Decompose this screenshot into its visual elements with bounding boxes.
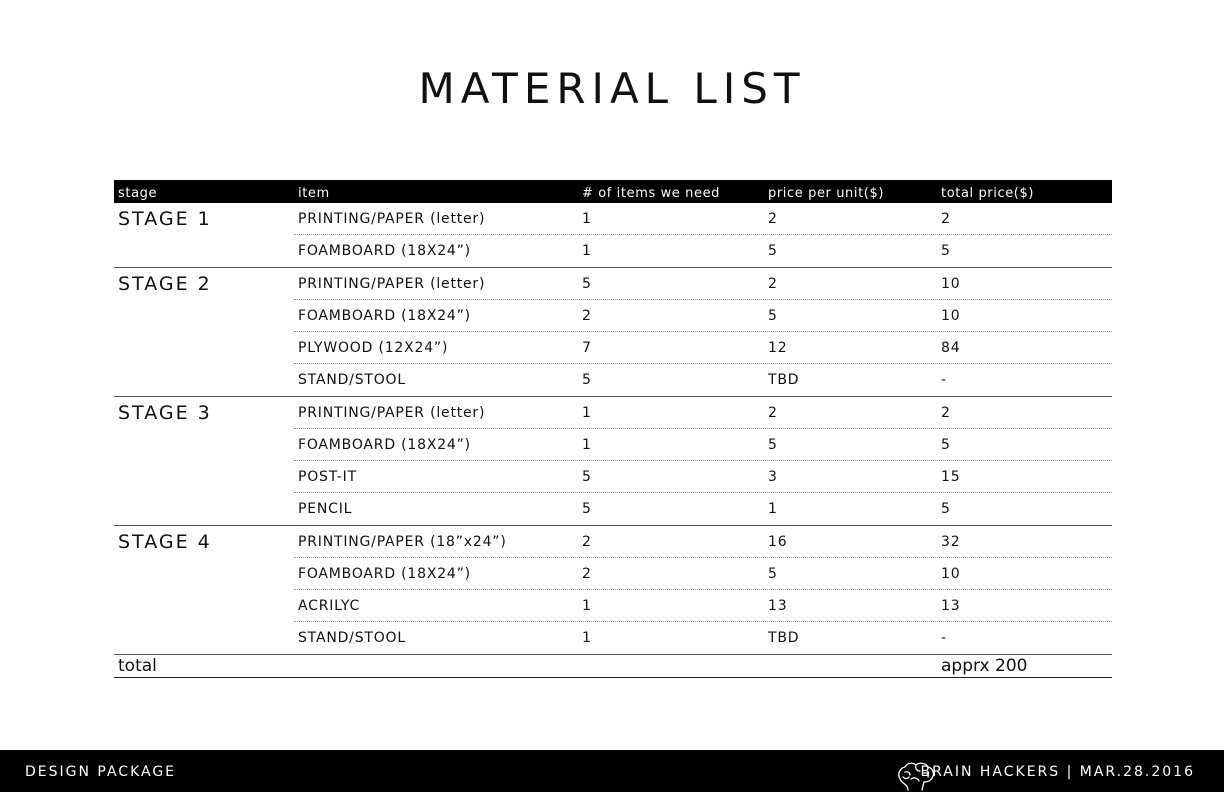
- total-row: [114, 655, 1112, 678]
- total-price-cell: 2: [941, 210, 951, 227]
- quantity-cell: 5: [582, 468, 592, 485]
- footer-left-text: DESIGN PACKAGE: [25, 764, 177, 780]
- stage-rows: [294, 268, 1112, 396]
- quantity-cell: 1: [582, 436, 592, 453]
- table-row: [294, 590, 1112, 622]
- total-price-cell: -: [941, 372, 947, 388]
- footer-right-text: BRAIN HACKERS | MAR.28.2016: [920, 764, 1195, 780]
- item-cell: PLYWOOD (12X24”): [298, 339, 449, 356]
- quantity-cell: 7: [582, 339, 592, 356]
- table-row: [294, 493, 1112, 525]
- unit-price-cell: 2: [768, 210, 778, 227]
- item-cell: POST-IT: [298, 468, 357, 485]
- stage-label: STAGE 1: [118, 208, 212, 230]
- unit-price-cell: 13: [768, 597, 788, 614]
- quantity-cell: 5: [582, 275, 592, 292]
- item-cell: ACRILYC: [298, 597, 361, 614]
- stage-label: STAGE 2: [118, 273, 212, 295]
- quantity-cell: 1: [582, 597, 592, 614]
- stage-group: [114, 203, 1112, 268]
- quantity-cell: 1: [582, 404, 592, 421]
- header-unit-price: price per unit($): [768, 186, 885, 201]
- unit-price-cell: TBD: [768, 372, 800, 388]
- total-price-cell: -: [941, 630, 947, 646]
- quantity-cell: 1: [582, 210, 592, 227]
- stage-rows: [294, 397, 1112, 525]
- unit-price-cell: 16: [768, 533, 788, 550]
- total-value: apprx 200: [941, 656, 1028, 676]
- unit-price-cell: 5: [768, 243, 778, 259]
- item-cell: PRINTING/PAPER (18”x24”): [298, 533, 507, 550]
- quantity-cell: 2: [582, 565, 592, 582]
- total-price-cell: 32: [941, 533, 961, 550]
- total-price-cell: 10: [941, 275, 961, 292]
- total-price-cell: 84: [941, 339, 961, 356]
- unit-price-cell: 3: [768, 468, 778, 485]
- item-cell: PENCIL: [298, 501, 353, 517]
- table-row: [294, 332, 1112, 364]
- header-stage: stage: [118, 186, 158, 201]
- table-row: [294, 558, 1112, 590]
- unit-price-cell: 2: [768, 404, 778, 421]
- table-row: [294, 461, 1112, 493]
- stage-group: [114, 268, 1112, 397]
- table-row: [294, 235, 1112, 267]
- quantity-cell: 1: [582, 243, 592, 259]
- table-row: [294, 300, 1112, 332]
- table-row: [294, 397, 1112, 429]
- table-row: [294, 622, 1112, 654]
- item-cell: FOAMBOARD (18X24”): [298, 436, 471, 453]
- total-price-cell: 10: [941, 565, 961, 582]
- quantity-cell: 2: [582, 307, 592, 324]
- total-label: total: [118, 656, 157, 676]
- stage-rows: [294, 526, 1112, 654]
- stage-group: [114, 526, 1112, 655]
- unit-price-cell: 5: [768, 436, 778, 453]
- unit-price-cell: 5: [768, 307, 778, 324]
- table-row: [294, 429, 1112, 461]
- material-table: [114, 180, 1112, 678]
- table-header: [114, 180, 1112, 203]
- quantity-cell: 2: [582, 533, 592, 550]
- item-cell: FOAMBOARD (18X24”): [298, 243, 471, 259]
- unit-price-cell: 2: [768, 275, 778, 292]
- item-cell: PRINTING/PAPER (letter): [298, 404, 486, 421]
- unit-price-cell: 1: [768, 501, 778, 517]
- header-item: item: [298, 186, 330, 201]
- total-price-cell: 5: [941, 436, 951, 453]
- total-price-cell: 13: [941, 597, 961, 614]
- table-row: [294, 364, 1112, 396]
- stage-label: STAGE 3: [118, 402, 212, 424]
- total-price-cell: 5: [941, 501, 951, 517]
- item-cell: STAND/STOOL: [298, 372, 406, 388]
- total-price-cell: 15: [941, 468, 961, 485]
- quantity-cell: 5: [582, 372, 592, 388]
- table-body: [114, 203, 1112, 655]
- footer-bar: [0, 750, 1224, 792]
- unit-price-cell: TBD: [768, 630, 800, 646]
- item-cell: PRINTING/PAPER (letter): [298, 210, 486, 227]
- total-price-cell: 5: [941, 243, 951, 259]
- header-quantity: # of items we need: [582, 186, 721, 201]
- item-cell: FOAMBOARD (18X24”): [298, 307, 471, 324]
- stage-group: [114, 397, 1112, 526]
- quantity-cell: 1: [582, 630, 592, 646]
- table-row: [294, 268, 1112, 300]
- unit-price-cell: 12: [768, 339, 788, 356]
- quantity-cell: 5: [582, 501, 592, 517]
- page-title: MATERIAL LIST: [418, 64, 806, 113]
- item-cell: STAND/STOOL: [298, 630, 406, 646]
- unit-price-cell: 5: [768, 565, 778, 582]
- item-cell: FOAMBOARD (18X24”): [298, 565, 471, 582]
- item-cell: PRINTING/PAPER (letter): [298, 275, 486, 292]
- table-row: [294, 526, 1112, 558]
- table-row: [294, 203, 1112, 235]
- header-total-price: total price($): [941, 186, 1035, 201]
- stage-rows: [294, 203, 1112, 267]
- total-price-cell: 10: [941, 307, 961, 324]
- stage-label: STAGE 4: [118, 531, 212, 553]
- total-price-cell: 2: [941, 404, 951, 421]
